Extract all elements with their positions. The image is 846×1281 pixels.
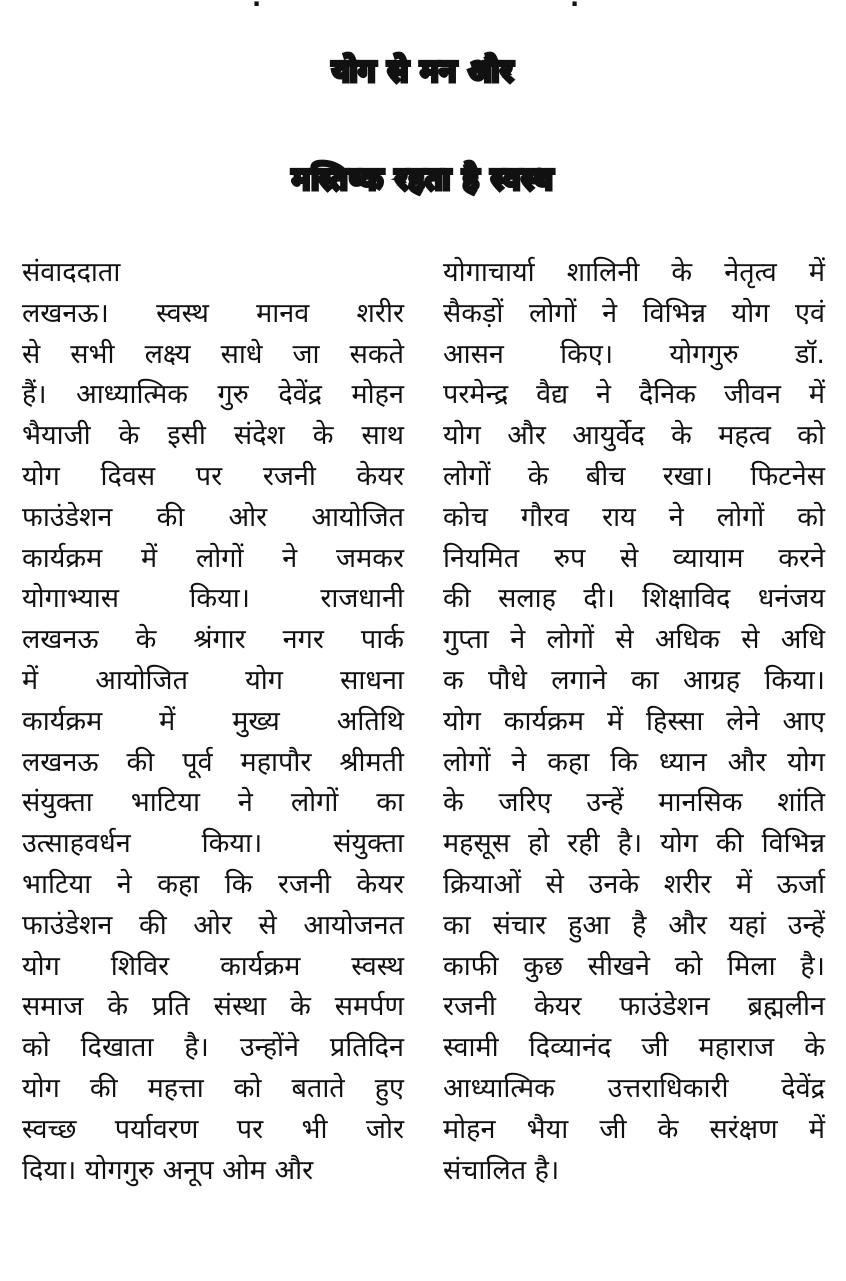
left-column-line: योग दिवस पर रजनी केयर — [22, 460, 404, 492]
left-column-line: फाउंडेशन की ओर आयोजित — [22, 501, 404, 533]
right-column-line: क पौधे लगाने का आग्रह किया। — [443, 664, 825, 696]
right-column-line: सैकड़ों लोगों ने विभिन्न योग एवं — [443, 297, 825, 329]
right-column-line: महसूस हो रही है। योग की विभिन्न — [443, 828, 825, 860]
left-column-line: लखनऊ। स्वस्थ मानव शरीर — [22, 297, 404, 329]
left-column-line: योग की महत्ता को बताते हुए — [22, 1072, 404, 1104]
left-column-line: दिया। योगगुरु अनूप ओम और — [22, 1154, 314, 1186]
right-column-line: काफी कुछ सीखने को मिला है। — [443, 950, 825, 982]
right-column-line: आध्यात्मिक उत्तराधिकारी देवेंद्र — [443, 1072, 825, 1104]
right-column-line: मोहन भैया जी के सरंक्षण में — [443, 1113, 825, 1145]
right-column-line: की सलाह दी। शिक्षाविद धनंजय — [443, 583, 825, 615]
right-column-body — [443, 253, 825, 1191]
article-left-column — [22, 253, 404, 1191]
right-column-line: लोगों ने कहा कि ध्यान और योग — [443, 746, 825, 778]
right-column-line: योग और आयुर्वेद के महत्व को — [443, 420, 825, 452]
right-column-line: स्वामी दिव्यानंद जी महाराज के — [443, 1032, 825, 1064]
column-gutter — [423, 253, 424, 1263]
left-column-line: योगाभ्यास किया। राजधानी — [22, 583, 404, 615]
right-column-line: योगाचार्या शालिनी के नेतृत्व में — [443, 257, 825, 288]
left-column-line: संयुक्ता भाटिया ने लोगों का — [22, 787, 404, 819]
headline-line-2: मस्तिष्क रहता है स्वस्थ — [292, 162, 554, 197]
left-column-line: लखनऊ की पूर्व महापौर श्रीमती — [22, 746, 404, 778]
right-column-line: नियमित रुप से व्यायाम करने — [443, 542, 825, 574]
right-column-line: संचालित है। — [443, 1154, 560, 1186]
right-column-line: योग कार्यक्रम में हिस्सा लेने आए — [443, 705, 825, 737]
left-column-line: में आयोजित योग साधना — [22, 664, 404, 696]
right-column-line: का संचार हुआ है और यहां उन्हें — [443, 909, 825, 941]
left-column-line: हैं। आध्यात्मिक गुरु देवेंद्र मोहन — [22, 379, 404, 411]
left-column-line: भाटिया ने कहा कि रजनी केयर — [22, 868, 404, 900]
left-column-line: स्वच्छ पर्यावरण पर भी जोर — [22, 1113, 404, 1145]
left-column-line: भैयाजी के इसी संदेश के साथ — [22, 420, 404, 452]
article-right-column — [443, 253, 825, 1191]
right-column-line: परमेन्द्र वैद्य ने दैनिक जीवन में — [443, 379, 825, 411]
left-column-line: को दिखाता है। उन्होंने प्रतिदिन — [22, 1032, 404, 1064]
right-column-line: क्रियाओं से उनके शरीर में ऊर्जा — [443, 868, 825, 900]
left-column-line: योग शिविर कार्यक्रम स्वस्थ — [22, 950, 404, 982]
previous-article-cutoff — [0, 0, 846, 10]
right-column-line: रजनी केयर फाउंडेशन ब्रह्मलीन — [443, 991, 825, 1023]
right-column-line: लोगों के बीच रखा। फिटनेस — [443, 460, 825, 492]
left-column-body — [22, 294, 404, 1192]
headline-line-1: योग से मन और — [332, 54, 514, 89]
byline: संवाददाता — [22, 257, 121, 288]
left-column-line: से सभी लक्ष्य साधे जा सकते — [22, 338, 404, 370]
left-column-line: फाउंडेशन की ओर से आयोजनत — [22, 909, 404, 941]
right-column-line: गुप्ता ने लोगों से अधिक से अधि — [443, 624, 825, 656]
right-column-line: आसन किए। योगगुरु डॉ. — [443, 338, 825, 370]
left-column-line: समाज के प्रति संस्था के समर्पण — [22, 991, 404, 1023]
left-column-line: कार्यक्रम में लोगों ने जमकर — [22, 542, 404, 574]
right-column-line: कोच गौरव राय ने लोगों को — [443, 501, 825, 533]
right-column-line: के जरिए उन्हें मानसिक शांति — [443, 787, 825, 819]
left-column-line: लखनऊ के श्रंगार नगर पार्क — [22, 624, 404, 656]
left-column-line: कार्यक्रम में मुख्य अतिथि — [22, 705, 404, 737]
left-column-line: उत्साहवर्धन किया। संयुक्ता — [22, 828, 404, 860]
